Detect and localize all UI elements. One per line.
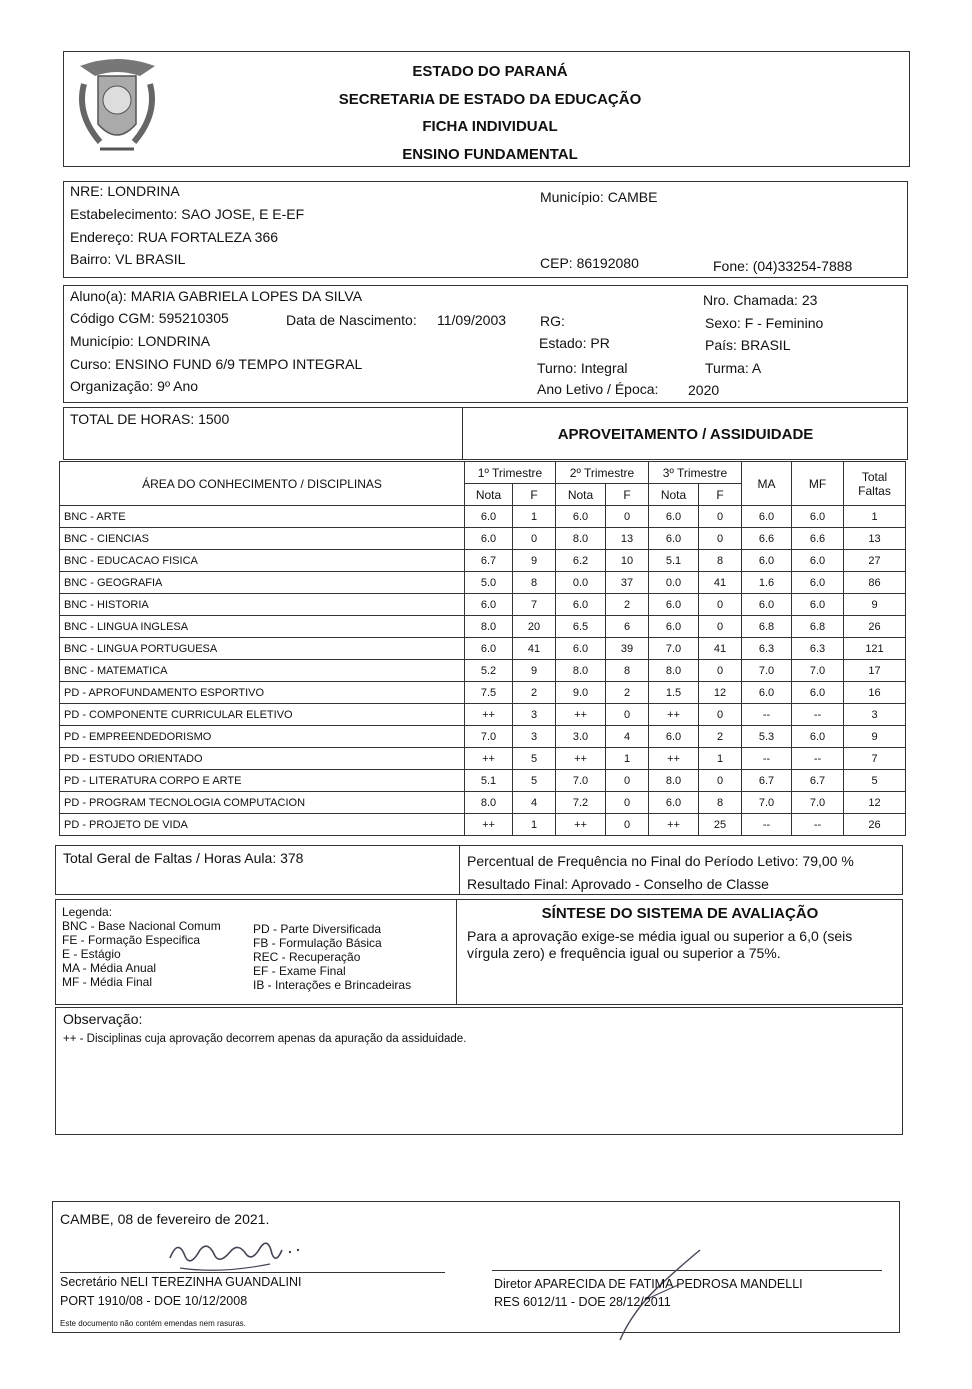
grades-table [59, 461, 906, 836]
aproveitamento-title: APROVEITAMENTO / ASSIDUIDADE [557, 426, 814, 443]
header-f-3: F [699, 484, 742, 506]
faltas-t2-cell: 4 [606, 726, 649, 748]
legend-item: MA - Média Anual [62, 961, 157, 975]
media-anual-cell: 6.8 [742, 616, 792, 638]
discipline-cell: PD - PROJETO DE VIDA [60, 814, 465, 836]
total-faltas-cell: 9 [844, 726, 906, 748]
table-row [60, 638, 906, 660]
table-row [60, 704, 906, 726]
legend-item: EF - Exame Final [253, 964, 346, 978]
media-final-cell: 7.0 [792, 660, 844, 682]
discipline-cell: PD - ESTUDO ORIENTADO [60, 748, 465, 770]
discipline-cell: PD - LITERATURA CORPO E ARTE [60, 770, 465, 792]
nota-t3-cell: 8.0 [649, 660, 699, 682]
school-phone: Fone: (04)33254-7888 [713, 258, 853, 274]
faltas-t1-cell: 2 [513, 682, 556, 704]
legend-item: REC - Recuperação [253, 950, 361, 964]
legend-item: IB - Interações e Brincadeiras [253, 978, 412, 992]
secretary-port: PORT 1910/08 - DOE 10/12/2008 [60, 1294, 248, 1308]
diretor-name: Diretor APARECIDA DE FATIMA PEDROSA MANDELLI [494, 1277, 803, 1291]
discipline-cell: BNC - ARTE [60, 506, 465, 528]
faltas-t1-cell: 1 [513, 814, 556, 836]
media-anual-cell: 5.3 [742, 726, 792, 748]
header-nota-2: Nota [556, 484, 606, 506]
faltas-t1-cell: 5 [513, 748, 556, 770]
table-row [60, 726, 906, 748]
total-faltas-cell: 86 [844, 572, 906, 594]
sintese-title: SÍNTESE DO SISTEMA DE AVALIAÇÃO [541, 905, 819, 922]
nota-t1-cell: 6.0 [465, 506, 513, 528]
table-row [60, 770, 906, 792]
header-level: ENSINO FUNDAMENTAL [402, 146, 578, 163]
sintese-line-2: vírgula zero) e frequência igual ou superior a 75%. [467, 945, 781, 961]
media-final-cell: -- [792, 814, 844, 836]
diretor-res: RES 6012/11 - DOE 28/12/2011 [494, 1295, 671, 1309]
faltas-t1-cell: 8 [513, 572, 556, 594]
discipline-cell: BNC - GEOGRAFIA [60, 572, 465, 594]
faltas-t2-cell: 6 [606, 616, 649, 638]
header-secretariat: SECRETARIA DE ESTADO DA EDUCAÇÃO [338, 91, 642, 108]
table-row [60, 682, 906, 704]
secretary-signature [160, 1228, 310, 1278]
place-date: CAMBE, 08 de fevereiro de 2021. [60, 1211, 270, 1227]
nota-t1-cell: 5.0 [465, 572, 513, 594]
nota-t3-cell: ++ [649, 748, 699, 770]
media-final-cell: 7.0 [792, 792, 844, 814]
nota-t3-cell: 1.5 [649, 682, 699, 704]
faltas-t3-cell: 8 [699, 792, 742, 814]
faltas-t3-cell: 0 [699, 594, 742, 616]
nota-t2-cell: 6.0 [556, 506, 606, 528]
nota-t3-cell: 6.0 [649, 528, 699, 550]
nota-t3-cell: 6.0 [649, 792, 699, 814]
faltas-t1-cell: 3 [513, 704, 556, 726]
header-f-1: F [513, 484, 556, 506]
observation-title: Observação: [63, 1011, 143, 1027]
table-row [60, 506, 906, 528]
nota-t1-cell: 6.0 [465, 594, 513, 616]
legend-item: FB - Formulação Básica [253, 936, 382, 950]
nota-t3-cell: 0.0 [649, 572, 699, 594]
nota-t3-cell: ++ [649, 704, 699, 726]
school-nre: NRE: LONDRINA [70, 183, 180, 199]
faltas-t1-cell: 1 [513, 506, 556, 528]
legend-title: Legenda: [62, 905, 113, 919]
school-district: Bairro: VL BRASIL [70, 251, 186, 267]
nota-t2-cell: ++ [556, 748, 606, 770]
header-nota-1: Nota [465, 484, 513, 506]
faltas-t3-cell: 12 [699, 682, 742, 704]
nota-t2-cell: 6.5 [556, 616, 606, 638]
media-anual-cell: 6.7 [742, 770, 792, 792]
legend-column-1 [62, 919, 221, 989]
summary-divider [459, 845, 460, 895]
no-erasures-note: Este documento não contém emendas nem rasuras. [60, 1319, 246, 1328]
legend-item: FE - Formação Especifica [62, 933, 201, 947]
student-state: Estado: PR [539, 335, 610, 351]
media-anual-cell: -- [742, 748, 792, 770]
header-total-faltas: Total Faltas [844, 462, 906, 506]
school-cep: CEP: 86192080 [540, 255, 639, 271]
nota-t1-cell: 6.0 [465, 638, 513, 660]
faltas-t3-cell: 0 [699, 528, 742, 550]
discipline-cell: PD - APROFUNDAMENTO ESPORTIVO [60, 682, 465, 704]
faltas-t1-cell: 9 [513, 660, 556, 682]
faltas-t2-cell: 0 [606, 792, 649, 814]
faltas-t1-cell: 3 [513, 726, 556, 748]
student-name: Aluno(a): MARIA GABRIELA LOPES DA SILVA [70, 288, 363, 304]
school-municipality: Município: CAMBE [540, 189, 658, 205]
faltas-t3-cell: 41 [699, 638, 742, 660]
nota-t1-cell: ++ [465, 704, 513, 726]
legend-item: E - Estágio [62, 947, 121, 961]
nota-t3-cell: 6.0 [649, 726, 699, 748]
nota-t3-cell: 5.1 [649, 550, 699, 572]
nota-t1-cell: 7.0 [465, 726, 513, 748]
total-faltas-cell: 9 [844, 594, 906, 616]
media-anual-cell: 7.0 [742, 792, 792, 814]
faltas-t2-cell: 39 [606, 638, 649, 660]
discipline-cell: BNC - EDUCACAO FISICA [60, 550, 465, 572]
total-faltas-cell: 1 [844, 506, 906, 528]
nota-t1-cell: 8.0 [465, 616, 513, 638]
media-anual-cell: 6.6 [742, 528, 792, 550]
nota-t3-cell: 6.0 [649, 616, 699, 638]
nota-t1-cell: 6.0 [465, 528, 513, 550]
faltas-t2-cell: 0 [606, 506, 649, 528]
discipline-cell: PD - COMPONENTE CURRICULAR ELETIVO [60, 704, 465, 726]
media-final-cell: 6.0 [792, 506, 844, 528]
total-faltas-cell: 16 [844, 682, 906, 704]
student-course: Curso: ENSINO FUND 6/9 TEMPO INTEGRAL [70, 356, 363, 372]
total-faltas-cell: 26 [844, 616, 906, 638]
nota-t2-cell: ++ [556, 814, 606, 836]
table-row [60, 792, 906, 814]
grade-rows [60, 506, 906, 836]
total-faltas-cell: 7 [844, 748, 906, 770]
faltas-t2-cell: 10 [606, 550, 649, 572]
legend-item: BNC - Base Nacional Comum [62, 919, 221, 933]
school-name: Estabelecimento: SAO JOSE, E E-EF [70, 206, 305, 222]
faltas-t2-cell: 8 [606, 660, 649, 682]
header-f-2: F [606, 484, 649, 506]
nota-t2-cell: 8.0 [556, 660, 606, 682]
nota-t2-cell: ++ [556, 704, 606, 726]
discipline-cell: PD - PROGRAM TECNOLOGIA COMPUTACION [60, 792, 465, 814]
media-anual-cell: -- [742, 814, 792, 836]
nota-t1-cell: ++ [465, 748, 513, 770]
total-faltas-cell: 26 [844, 814, 906, 836]
header-mf: MF [792, 462, 844, 506]
nota-t1-cell: 5.2 [465, 660, 513, 682]
discipline-cell: BNC - LINGUA PORTUGUESA [60, 638, 465, 660]
nota-t3-cell: ++ [649, 814, 699, 836]
student-cgm: Código CGM: 595210305 [70, 310, 229, 326]
faltas-t3-cell: 2 [699, 726, 742, 748]
observation-box [55, 1007, 903, 1135]
media-anual-cell: 6.0 [742, 682, 792, 704]
legend-item: MF - Média Final [62, 975, 153, 989]
table-row [60, 572, 906, 594]
discipline-cell: BNC - CIENCIAS [60, 528, 465, 550]
table-row [60, 660, 906, 682]
media-anual-cell: 6.0 [742, 594, 792, 616]
media-final-cell: 6.8 [792, 616, 844, 638]
faltas-t3-cell: 0 [699, 704, 742, 726]
student-call-number: Nro. Chamada: 23 [703, 292, 818, 308]
total-faltas-cell: 27 [844, 550, 906, 572]
table-row [60, 550, 906, 572]
media-anual-cell: 1.6 [742, 572, 792, 594]
faltas-t3-cell: 41 [699, 572, 742, 594]
nota-t2-cell: 3.0 [556, 726, 606, 748]
media-final-cell: -- [792, 704, 844, 726]
header-area: ÁREA DO CONHECIMENTO / DISCIPLINAS [60, 462, 465, 506]
header-trimester-1: 1º Trimestre [465, 462, 556, 484]
table-row [60, 528, 906, 550]
student-sex: Sexo: F - Feminino [705, 315, 824, 331]
nota-t3-cell: 6.0 [649, 594, 699, 616]
discipline-cell: BNC - LINGUA INGLESA [60, 616, 465, 638]
media-anual-cell: -- [742, 704, 792, 726]
faltas-t2-cell: 0 [606, 814, 649, 836]
student-municipality: Município: LONDRINA [70, 333, 211, 349]
nota-t2-cell: 7.2 [556, 792, 606, 814]
faltas-t1-cell: 7 [513, 594, 556, 616]
header-nota-3: Nota [649, 484, 699, 506]
header-trimester-3: 3º Trimestre [649, 462, 742, 484]
header-ma: MA [742, 462, 792, 506]
sintese-line-1: Para a aprovação exige-se média igual ou superior a 6,0 (seis [467, 928, 853, 944]
faltas-t3-cell: 1 [699, 748, 742, 770]
student-country: País: BRASIL [705, 337, 791, 353]
total-faltas-cell: 12 [844, 792, 906, 814]
faltas-t1-cell: 20 [513, 616, 556, 638]
legend-item: PD - Parte Diversificada [253, 922, 382, 936]
media-anual-cell: 6.0 [742, 506, 792, 528]
student-year-label: Ano Letivo / Época: [537, 381, 659, 397]
total-faltas-cell: 13 [844, 528, 906, 550]
total-faltas-cell: 121 [844, 638, 906, 660]
nota-t2-cell: 8.0 [556, 528, 606, 550]
table-row [60, 616, 906, 638]
faltas-t2-cell: 2 [606, 594, 649, 616]
student-year: 2020 [688, 382, 720, 398]
media-final-cell: 6.0 [792, 726, 844, 748]
total-absences: Total Geral de Faltas / Horas Aula: 378 [63, 850, 304, 866]
final-result: Resultado Final: Aprovado - Conselho de Classe [467, 876, 769, 892]
media-anual-cell: 6.3 [742, 638, 792, 660]
media-final-cell: 6.7 [792, 770, 844, 792]
nota-t3-cell: 6.0 [649, 506, 699, 528]
media-final-cell: 6.0 [792, 594, 844, 616]
nota-t2-cell: 7.0 [556, 770, 606, 792]
faltas-t2-cell: 37 [606, 572, 649, 594]
student-organization: Organização: 9º Ano [70, 378, 199, 394]
attendance-percentage: Percentual de Frequência no Final do Período Letivo: 79,00 % [467, 853, 854, 869]
media-final-cell: 6.6 [792, 528, 844, 550]
nota-t1-cell: 5.1 [465, 770, 513, 792]
nota-t3-cell: 8.0 [649, 770, 699, 792]
faltas-t3-cell: 0 [699, 506, 742, 528]
faltas-t3-cell: 0 [699, 660, 742, 682]
total-faltas-cell: 5 [844, 770, 906, 792]
secretary-name: Secretário NELI TEREZINHA GUANDALINI [60, 1275, 302, 1289]
faltas-t1-cell: 0 [513, 528, 556, 550]
nota-t2-cell: 9.0 [556, 682, 606, 704]
faltas-t3-cell: 8 [699, 550, 742, 572]
media-final-cell: 6.0 [792, 572, 844, 594]
table-row [60, 814, 906, 836]
media-anual-cell: 6.0 [742, 550, 792, 572]
observation-text: ++ - Disciplinas cuja aprovação decorrem apenas da apuração da assiduidade. [63, 1033, 467, 1045]
student-rg: RG: [540, 313, 565, 329]
parana-coat-of-arms [70, 54, 165, 162]
faltas-t1-cell: 4 [513, 792, 556, 814]
total-hours: TOTAL DE HORAS: 1500 [70, 411, 230, 427]
nota-t2-cell: 6.2 [556, 550, 606, 572]
nota-t1-cell: 8.0 [465, 792, 513, 814]
school-address: Endereço: RUA FORTALEZA 366 [70, 229, 279, 245]
faltas-t3-cell: 0 [699, 770, 742, 792]
discipline-cell: PD - EMPREENDEDORISMO [60, 726, 465, 748]
faltas-t1-cell: 41 [513, 638, 556, 660]
nota-t1-cell: ++ [465, 814, 513, 836]
media-final-cell: 6.3 [792, 638, 844, 660]
faltas-t1-cell: 9 [513, 550, 556, 572]
nota-t1-cell: 7.5 [465, 682, 513, 704]
faltas-t2-cell: 0 [606, 704, 649, 726]
student-birth-date: 11/09/2003 [437, 312, 507, 328]
header-form-title: FICHA INDIVIDUAL [422, 118, 558, 135]
student-shift: Turno: Integral [537, 360, 628, 376]
discipline-cell: BNC - MATEMATICA [60, 660, 465, 682]
nota-t3-cell: 7.0 [649, 638, 699, 660]
total-faltas-cell: 3 [844, 704, 906, 726]
media-final-cell: -- [792, 748, 844, 770]
faltas-t1-cell: 5 [513, 770, 556, 792]
header-trimester-2: 2º Trimestre [556, 462, 649, 484]
nota-t1-cell: 6.7 [465, 550, 513, 572]
header-state: ESTADO DO PARANÁ [412, 63, 568, 80]
student-birth-label: Data de Nascimento: [286, 312, 417, 328]
faltas-t2-cell: 2 [606, 682, 649, 704]
faltas-t2-cell: 0 [606, 770, 649, 792]
legend-column-2 [253, 922, 411, 992]
media-final-cell: 6.0 [792, 682, 844, 704]
faltas-t3-cell: 25 [699, 814, 742, 836]
nota-t2-cell: 6.0 [556, 594, 606, 616]
media-final-cell: 6.0 [792, 550, 844, 572]
discipline-cell: BNC - HISTORIA [60, 594, 465, 616]
faltas-t2-cell: 1 [606, 748, 649, 770]
table-row [60, 594, 906, 616]
faltas-t3-cell: 0 [699, 616, 742, 638]
media-anual-cell: 7.0 [742, 660, 792, 682]
total-faltas-cell: 17 [844, 660, 906, 682]
nota-t2-cell: 6.0 [556, 638, 606, 660]
student-class: Turma: A [705, 360, 762, 376]
faltas-t2-cell: 13 [606, 528, 649, 550]
nota-t2-cell: 0.0 [556, 572, 606, 594]
table-row [60, 748, 906, 770]
